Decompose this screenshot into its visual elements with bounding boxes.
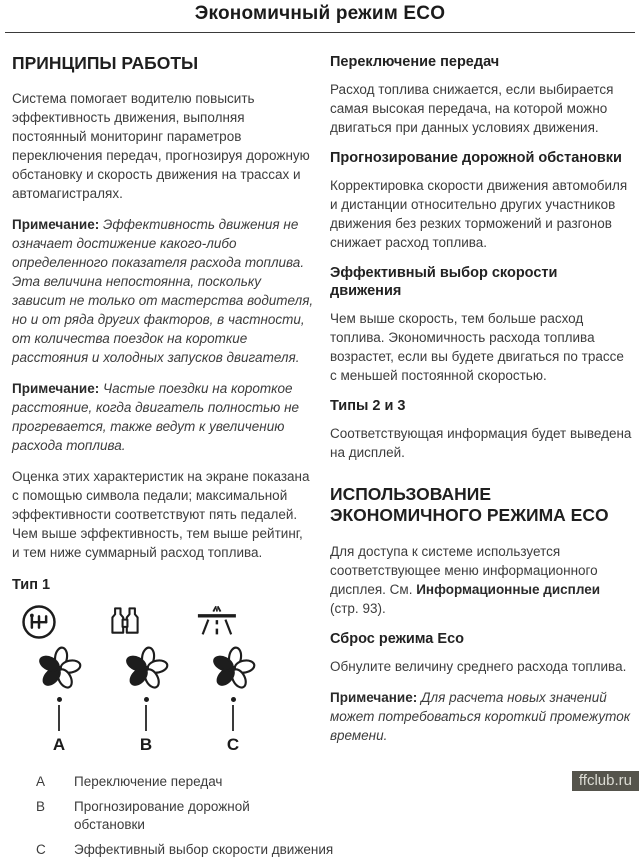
pedal-flower-symbol xyxy=(209,645,257,697)
figure-legend xyxy=(36,773,334,859)
legend-row-a xyxy=(36,773,314,791)
eco-reset-heading: Сброс режима Eco xyxy=(330,631,464,647)
type1-heading: Тип 1 xyxy=(12,577,51,593)
types-2-3-paragraph: Соответствующая информация будет выведена на дисплей. xyxy=(330,426,632,460)
legend-row-c xyxy=(36,841,334,859)
figure-letter-b: B xyxy=(139,735,153,754)
type1-figure xyxy=(18,603,314,755)
legend-text: Прогнозирование дорожной обстановки xyxy=(74,799,250,832)
legend-row-b xyxy=(36,798,314,834)
usage-text-1: Для доступа к системе используется соответствующее меню информационного дисплея. См. xyxy=(330,544,598,597)
highway-icon xyxy=(192,603,279,645)
principles-paragraph: Система помогает водителю повысить эффективность движения, выполняя постоянный мониторинг параметров переключения передач, прогнозируя дорожную обстановку и скорость движения на трассах и автомагистралях. xyxy=(12,91,310,201)
note-short-trips xyxy=(12,379,314,455)
speed-choice-heading: Эффективный выбор скорости движения xyxy=(330,265,558,299)
page-header xyxy=(0,0,640,33)
figure-letter-c: C xyxy=(226,735,240,754)
gear-shift-heading: Переключение передач xyxy=(330,54,500,70)
note-recalculation xyxy=(330,688,632,745)
types-2-3-heading: Типы 2 и 3 xyxy=(330,398,406,414)
right-column xyxy=(330,53,632,757)
usage-heading: ИСПОЛЬЗОВАНИЕ ЭКОНОМИЧНОГО РЕЖИМА ECO xyxy=(330,484,609,525)
forecast-heading: Прогнозирование дорожной обстановки xyxy=(330,150,622,166)
note-efficiency xyxy=(12,215,314,367)
rating-paragraph: Оценка этих характеристик на экране показана с помощью символа педали; максимальной эффективности соответствуют пять педалей. Чем выше эффективность, тем выше рейтинг, и тем ниже суммарный расход топлива. xyxy=(12,469,310,560)
legend-text: Переключение передач xyxy=(74,774,223,789)
callout-line xyxy=(209,697,257,731)
ffclub-watermark: ffclub.ru xyxy=(572,771,639,791)
figure-group-b xyxy=(105,603,192,755)
gear-shift-paragraph: Расход топлива снижается, если выбирается самая высокая передача, на которой можно двигаться при данных условиях движения. xyxy=(330,82,614,135)
pedal-flower-symbol xyxy=(122,645,170,697)
legend-letter: A xyxy=(36,774,46,789)
callout-line xyxy=(35,697,83,731)
pedal-flower-symbol xyxy=(35,645,83,697)
figure-group-a xyxy=(18,603,105,755)
legend-text: Эффективный выбор скорости движения xyxy=(74,842,334,857)
callout-line xyxy=(122,697,170,731)
note-label: Примечание: xyxy=(12,381,100,396)
figure-group-c xyxy=(192,603,279,755)
page-title: Экономичный режим ECO xyxy=(194,3,446,24)
principles-heading: ПРИНЦИПЫ РАБОТЫ xyxy=(12,53,199,73)
content-columns xyxy=(0,33,640,866)
forecast-paragraph: Корректировка скорости движения автомобиля и дистанции относительно других участников движения без резких торможений и разгонов снижает расход топлива. xyxy=(330,178,628,250)
info-displays-reference: Информационные дисплеи xyxy=(416,582,601,597)
eco-reset-paragraph: Обнулите величину среднего расхода топлива. xyxy=(330,659,627,674)
note-text: Частые поездки на короткое расстояние, когда двигатель полностью не прогревается, также ведут к увеличению расхода топлива. xyxy=(12,381,300,453)
note-label: Примечание: xyxy=(12,217,100,232)
figure-letter-a: A xyxy=(52,735,66,754)
left-column xyxy=(12,53,334,866)
usage-text-2: (стр. 93). xyxy=(330,601,386,616)
gearshift-icon xyxy=(18,603,105,645)
legend-letter: C xyxy=(36,842,46,857)
note-label: Примечание: xyxy=(330,690,418,705)
note-text: Эффективность движения не означает достижение какого-либо определенного показателя расхода топлива. Эта величина непостоянна, поскольку зависит не только от мастерства водителя, но и от ряда других факторов, в частности, от количества поездок на короткие расстояния и холодных запусков двигателя. xyxy=(12,217,314,365)
usage-paragraph xyxy=(330,542,632,618)
binoculars-icon xyxy=(105,603,192,645)
note-text: Для расчета новых значений может потребоваться короткий промежуток времени. xyxy=(330,690,631,743)
speed-choice-paragraph: Чем выше скорость, тем больше расход топлива. Экономичность расхода топлива возрастет, если вы будете двигаться по трассе с меньшей постоянной скоростью. xyxy=(330,311,624,383)
legend-letter: B xyxy=(36,799,46,814)
